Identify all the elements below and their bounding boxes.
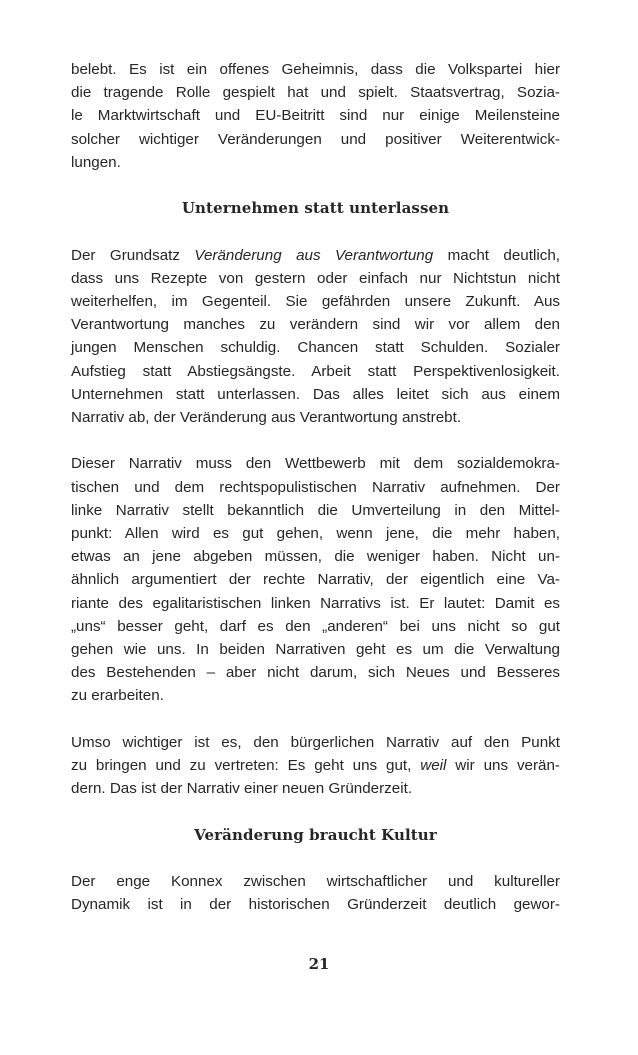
text-line: Verantwortung manches zu verändern sind wir vor allem den bbox=[71, 316, 560, 334]
text-line: tischen und dem rechtspopulistischen Narrativ aufnehmen. Der bbox=[71, 478, 560, 496]
text-line: riante des egalitaristischen linken Narrativs ist. Er lautet: Damit es bbox=[71, 594, 560, 612]
text-line: Umso wichtiger ist es, den bürgerlichen Narrativ auf den Punkt bbox=[71, 733, 560, 751]
text-line: Aufstieg statt Abstiegsängste. Arbeit statt Perspektivenlosigkeit. bbox=[71, 362, 560, 380]
text-line: zu erarbeiten. bbox=[71, 687, 164, 705]
text-line: Unternehmen statt unterlassen. Das alles leitet sich aus einem bbox=[71, 385, 560, 403]
text-line: ähnlich argumentiert der rechte Narrativ, der eigentlich eine Va- bbox=[71, 571, 560, 589]
text-line: le Marktwirtschaft und EU-Beitritt sind nur einige Meilensteine bbox=[71, 107, 560, 125]
text-line bbox=[71, 754, 560, 777]
text-line: „uns“ besser geht, darf es den „anderen“ bei uns nicht so gut bbox=[71, 617, 560, 635]
emphasis-text: weil bbox=[420, 757, 447, 775]
section-heading-kultur: Veränderung braucht Kultur bbox=[194, 825, 437, 844]
text-line: belebt. Es ist ein offenes Geheimnis, dass die Volkspartei hier bbox=[71, 61, 560, 78]
section-heading-unternehmen: Unternehmen statt unterlassen bbox=[181, 199, 450, 218]
paragraph-4 bbox=[71, 731, 560, 801]
text-line: lungen. bbox=[71, 153, 121, 171]
text-line: Dynamik ist in der historischen Gründerzeit deutlich gewor- bbox=[71, 896, 560, 914]
paragraph-1 bbox=[71, 58, 560, 174]
text-line: Narrativ ab, der Veränderung aus Verantwortung anstrebt. bbox=[71, 409, 462, 427]
paragraph-5 bbox=[71, 870, 560, 916]
text-run: macht deutlich, bbox=[433, 246, 560, 264]
text-line: dern. Das ist der Narrativ einer neuen Gründerzeit. bbox=[71, 780, 413, 798]
text-line bbox=[71, 244, 560, 267]
page-number: 21 bbox=[308, 955, 330, 973]
text-line: solcher wichtiger Veränderungen und positiver Weiterentwick- bbox=[71, 130, 560, 148]
text-line: Der enge Konnex zwischen wirtschaftlicher und kultureller bbox=[71, 873, 560, 891]
text-line: etwas an jene abgeben müssen, die weniger haben. Nicht un- bbox=[71, 548, 560, 566]
page-body bbox=[71, 58, 560, 916]
text-run: Der Grundsatz bbox=[71, 246, 195, 264]
paragraph-3 bbox=[71, 452, 560, 707]
text-line: linke Narrativ stellt bekanntlich die Umverteilung in den Mittel- bbox=[71, 501, 560, 519]
text-line: gehen wie uns. In beiden Narrativen geht es um die Verwaltung bbox=[71, 641, 560, 659]
text-line: weiterhelfen, im Gegenteil. Sie gefährden unsere Zukunft. Aus bbox=[71, 293, 560, 310]
text-run: zu bringen und zu vertreten: Es geht uns gut, bbox=[71, 757, 421, 775]
text-run: wir uns verän- bbox=[446, 757, 560, 775]
paragraph-2 bbox=[71, 244, 560, 430]
text-line: die tragende Rolle gespielt hat und spielt. Staatsvertrag, Sozia- bbox=[71, 84, 560, 102]
text-line: punkt: Allen wird es gut gehen, wenn jene, die mehr haben, bbox=[71, 525, 560, 543]
emphasis-text: Veränderung aus Verantwortung bbox=[194, 246, 434, 264]
text-line: dass uns Rezepte von gestern oder einfach nur Nichtstun nicht bbox=[71, 269, 560, 287]
text-line: Dieser Narrativ muss den Wettbewerb mit dem sozialdemokra- bbox=[71, 455, 560, 473]
text-line: jungen Menschen schuldig. Chancen statt Schulden. Sozialer bbox=[71, 339, 560, 357]
text-line: des Bestehenden – aber nicht darum, sich Neues und Besseres bbox=[71, 664, 560, 682]
